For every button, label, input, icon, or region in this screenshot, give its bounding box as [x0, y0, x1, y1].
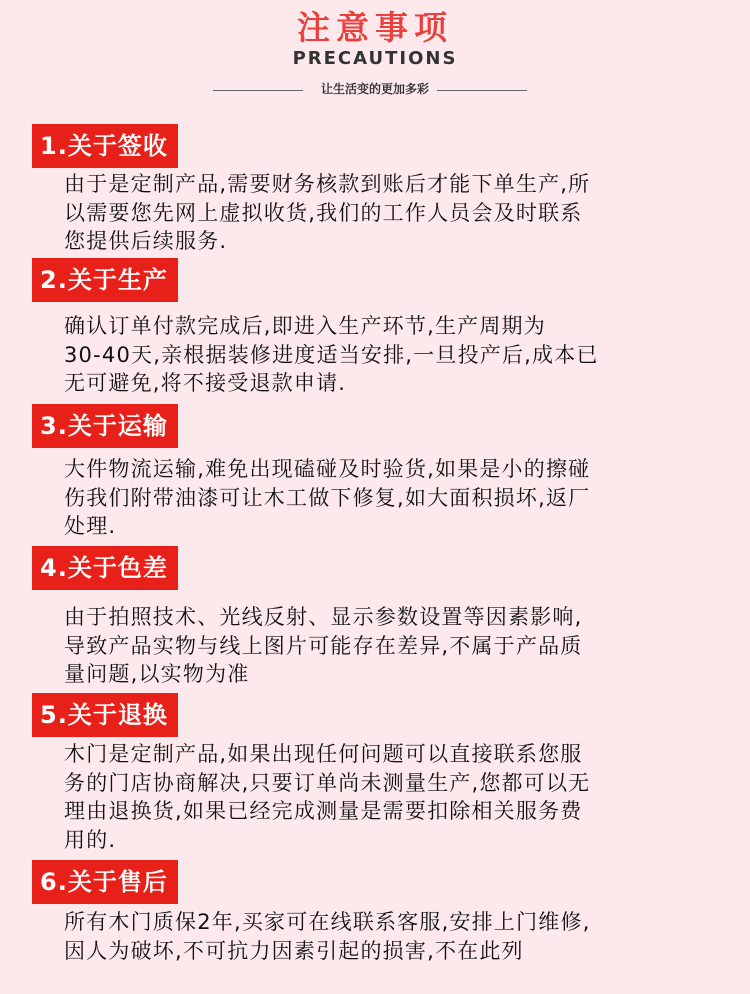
section-heading: 2.关于生产 — [32, 258, 178, 302]
section-heading: 4.关于色差 — [32, 546, 178, 590]
body-line: 30-40天,亲根据装修进度适当安排,一旦投产后,成本已 — [64, 342, 599, 367]
body-line: 由于拍照技术、光线反射、显示参数设置等因素影响, — [64, 605, 583, 629]
page-title: 注意事项 — [297, 8, 453, 47]
body-line: 务的门店协商解决,只要订单尚未测量生产,您都可以无 — [64, 770, 591, 795]
tagline-row — [0, 80, 750, 102]
body-line: 大件物流运输,难免出现磕碰及时验货,如果是小的擦碰 — [64, 457, 591, 481]
section-heading: 6.关于售后 — [32, 860, 178, 904]
body-line: 您提供后续服务. — [64, 229, 228, 253]
body-line: 以需要您先网上虚拟收货,我们的工作人员会及时联系 — [64, 200, 583, 225]
body-line: 处理. — [64, 514, 117, 538]
body-line: 无可避免,将不接受退款申请. — [64, 371, 347, 395]
body-line: 因人为破坏,不可抗力因素引起的损害,不在此列 — [64, 938, 524, 963]
body-line: 由于是定制产品,需要财务核款到账后才能下单生产,所 — [64, 172, 591, 196]
divider-left — [213, 90, 303, 91]
section-heading: 1.关于签收 — [32, 124, 178, 168]
body-line: 确认订单付款完成后,即进入生产环节,生产周期为 — [64, 314, 546, 338]
section-heading: 5.关于退换 — [32, 693, 178, 737]
body-line: 用的. — [64, 827, 117, 852]
body-line: 伤我们附带油漆可让木工做下修复,如大面积损坏,返厂 — [64, 485, 591, 510]
body-line: 所有木门质保2年,买家可在线联系客服,安排上门维修, — [64, 910, 591, 934]
section-body — [64, 908, 704, 965]
body-line: 木门是定制产品,如果出现任何问题可以直接联系您服 — [64, 742, 583, 766]
section-body — [64, 312, 704, 398]
section-heading: 3.关于运输 — [32, 404, 178, 448]
section-body — [64, 603, 704, 689]
section-body — [64, 455, 704, 541]
body-line: 导致产品实物与线上图片可能存在差异,不属于产品质 — [64, 633, 583, 658]
body-line: 量问题,以实物为准 — [64, 662, 250, 686]
page-header — [0, 0, 750, 110]
section-body — [64, 170, 704, 256]
section-body — [64, 740, 704, 854]
body-line: 理由退换货,如果已经完成测量是需要扣除相关服务费 — [64, 799, 583, 823]
divider-right — [437, 90, 527, 91]
page-subtitle: PRECAUTIONS — [292, 48, 458, 69]
tagline: 让生活变的更加多彩 — [320, 82, 429, 96]
